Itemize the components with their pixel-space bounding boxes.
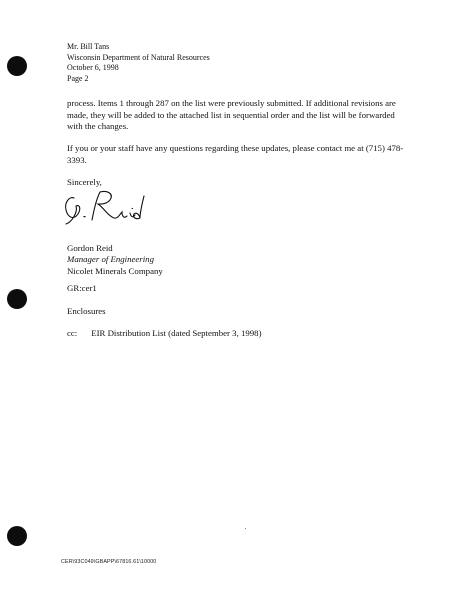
handwritten-signature — [60, 186, 150, 230]
letter-header — [67, 42, 210, 84]
sender-title: Manager of Engineering — [67, 254, 154, 265]
enclosures-note: Enclosures — [67, 306, 106, 316]
cc-line — [67, 328, 262, 338]
cc-label: cc: — [67, 328, 78, 338]
recipient-organization: Wisconsin Department of Natural Resources — [67, 52, 210, 62]
letter-date: October 6, 1998 — [67, 63, 119, 73]
punch-hole — [7, 289, 27, 309]
punch-hole — [7, 56, 27, 76]
sender-company: Nicolet Minerals Company — [67, 265, 163, 276]
scan-speck — [245, 528, 246, 529]
file-code: CER\93C049\GBAPP\67816.61\10000 — [61, 559, 157, 565]
body-paragraph: If you or your staff have any questions regarding these updates, please contact me at (715) 478-3393. — [67, 143, 404, 165]
recipient-name: Mr. Bill Tans — [67, 42, 110, 51]
closing-salutation: Sincerely, — [67, 177, 102, 187]
sender-name: Gordon Reid — [67, 243, 113, 253]
page-number: Page 2 — [67, 73, 89, 83]
sender-block — [67, 243, 163, 277]
punch-hole — [7, 526, 27, 546]
reference-initials: GR:cer1 — [67, 283, 97, 293]
body-paragraph: process. Items 1 through 287 on the list were previously submitted. If additional revisions are made, they will be added to the attached list in sequential order and the list will be forwarded with the changes. — [67, 98, 396, 132]
cc-text: EIR Distribution List (dated September 3, 1998) — [91, 328, 262, 338]
